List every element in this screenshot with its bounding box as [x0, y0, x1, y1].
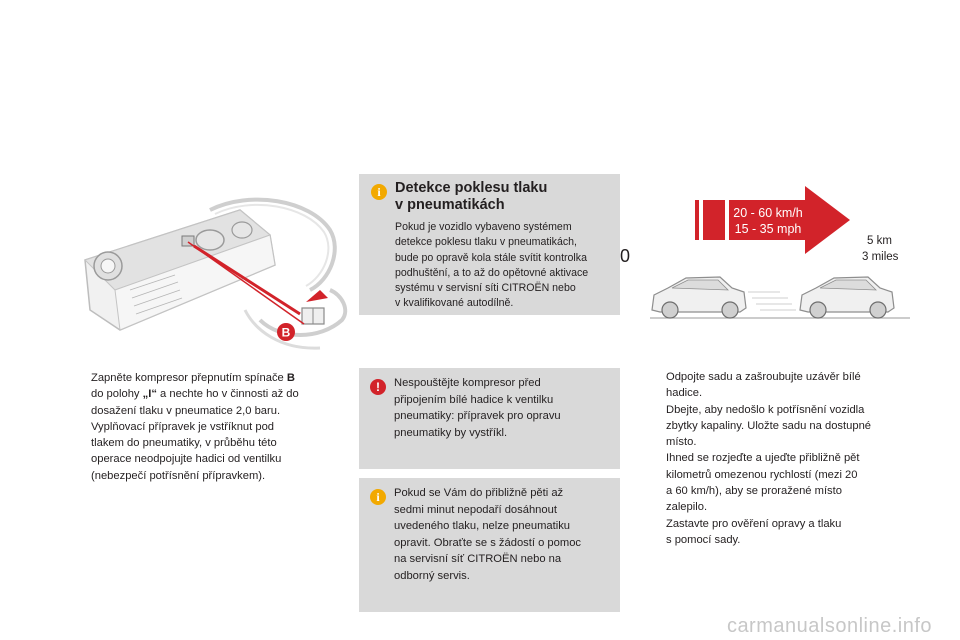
car-icon [652, 277, 746, 318]
instruction-item: Odpojte sadu a zašroubujte uzávěr bílé hadice. Dbejte, aby nedošlo k potřísnění vozidla zbytky kapaliny. Uložte sadu na dostupné místo. [666, 371, 872, 449]
info-box-text: Pokud je vozidlo vybaveno systémem detekce poklesu tlaku v pneumatikách, bude po opravě kola stále svítit kontrolka podhuštění, a to až do opětovné aktivace systému v servisní síti CITROËN nebo v kvalifikované autodílně. [395, 221, 589, 310]
compressor-instructions: Zapněte kompresor přepnutím spínače B do polohy „I“ a nechte ho v činnosti až do dosažení tlaku v pneumatice 2,0 baru. Vyplňovací přípravek je vstříknut pod tlakem do pneumatiky, v průběhu této operace neodpojujte hadici od ventilku (nebezpečí potřísnění přípravkem). [91, 372, 299, 482]
instruction-item: Zastavte pro ověření opravy a tlaku s pomocí sady. [666, 517, 842, 546]
driving-instructions [641, 369, 891, 548]
start-zero: 0 [620, 246, 631, 266]
drive-distance-illustration [620, 180, 920, 325]
info-icon: i [370, 489, 386, 505]
compressor-illustration [80, 190, 350, 355]
speed-mph: 15 - 35 mph [734, 222, 802, 236]
warning-text: Nespouštějte kompresor před připojením bílé hadice k ventilku pneumatiky: přípravek pro opravu pneumatiky by vystříkl. [394, 377, 561, 439]
instruction-item: Ihned se rozjeďte a ujeďte přibližně pět kilometrů omezenou rychlostí (mezi 20 a 60 km/h), aby se proražené místo zalepilo. [666, 452, 860, 514]
info-box-title: Detekce poklesu tlaku v pneumatikách [395, 180, 548, 213]
distance-km: 5 km [867, 235, 892, 247]
speed-kmh: 20 - 60 km/h [733, 206, 803, 220]
switch-b-label: B [281, 325, 291, 340]
repair-failed-info-box [359, 478, 620, 612]
car-icon [800, 277, 894, 318]
warning-box [359, 368, 620, 469]
distance-miles: 3 miles [862, 251, 899, 263]
tire-pressure-info-box [359, 174, 620, 315]
watermark: carmanualsonline.info [726, 615, 932, 637]
exclamation-icon: ! [370, 379, 386, 395]
repair-failed-text: Pokud se Vám do přibližně pěti až sedmi minut nepodaří dosáhnout uvedeného tlaku, nelze pneumatiku opravit. Obraťte se s žádostí o pomoc na servisní síť CITROËN nebo na odborný servis. [394, 487, 582, 582]
info-icon: i [371, 184, 387, 200]
